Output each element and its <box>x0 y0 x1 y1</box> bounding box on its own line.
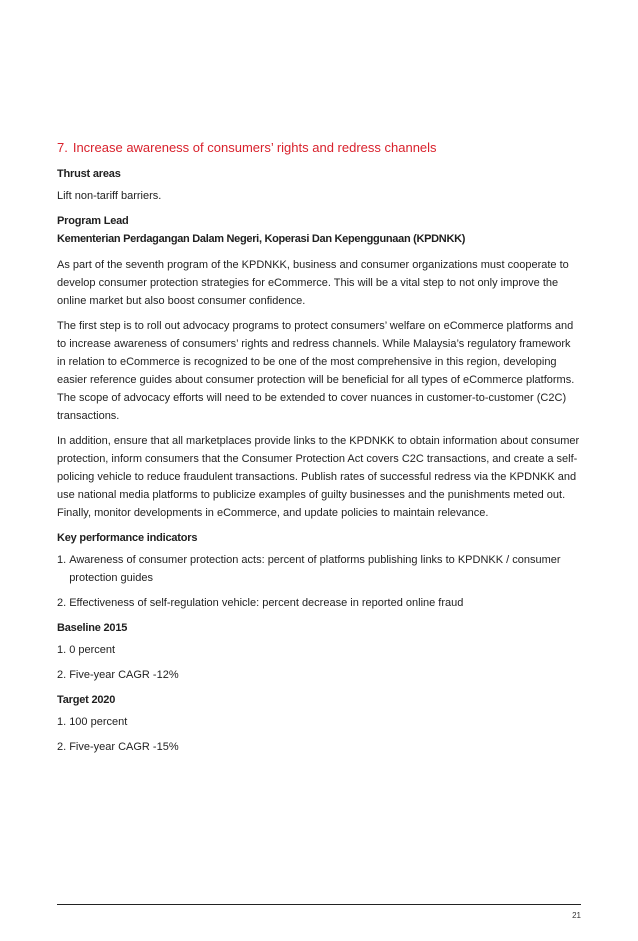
kpi-item <box>57 594 581 612</box>
list-text: Awareness of consumer protection acts: percent of platforms publishing links to KPDNKK / consumer protection guides <box>69 554 561 584</box>
paragraph: In addition, ensure that all marketplaces provide links to the KPDNKK to obtain information about consumer protection, inform consumers that the Consumer Protection Act covers C2C transactions, and create a self-policing vehicle to reduce fraudulent transactions. Publish rates of successful redress via the KPDNKK and use national media platforms to publicize examples of guilty businesses and the punishments meted out. Finally, monitor developments in eCommerce, and update policies to maintain relevance. <box>57 435 580 519</box>
thrust-text: Lift non-tariff barriers. <box>57 190 162 202</box>
program-lead-heading: Program Lead <box>57 215 129 227</box>
list-text: Effectiveness of self-regulation vehicle: percent decrease in reported online fraud <box>69 597 464 609</box>
paragraph: The first step is to roll out advocacy programs to protect consumers’ welfare on eCommerce platforms and to increase awareness of consumers’ rights and redress channels. While Malaysia’s regulatory framework in relation to eCommerce is recognized to be one of the most comprehensive in this region, developing easier reference guides about consumer protection will be beneficial for all types of eCommerce platforms. The scope of advocacy efforts will need to be extended to cover nuances in customer-to-customer (C2C) transactions. <box>57 320 575 422</box>
page-number: 21 <box>572 911 581 920</box>
baseline-item <box>57 666 581 684</box>
list-number: 1. <box>57 716 67 728</box>
list-number: 1. <box>57 554 67 566</box>
section-title: Increase awareness of consumers’ rights and redress channels <box>72 140 437 155</box>
target-heading: Target 2020 <box>57 694 116 706</box>
target-item <box>57 738 581 756</box>
footer-divider <box>57 904 581 905</box>
section-heading <box>57 140 437 155</box>
list-number: 1. <box>57 644 67 656</box>
thrust-heading: Thrust areas <box>57 168 121 180</box>
program-lead-name: Kementerian Perdagangan Dalam Negeri, Koperasi Dan Kepenggunaan (KPDNKK) <box>57 233 466 245</box>
target-item <box>57 713 581 731</box>
baseline-heading: Baseline 2015 <box>57 622 128 634</box>
paragraph: As part of the seventh program of the KPDNKK, business and consumer organizations must cooperate to develop consumer protection strategies for eCommerce. This will be a vital step to not only improve the online market but also boost consumer confidence. <box>57 259 569 307</box>
content-body <box>57 165 581 763</box>
list-text: 100 percent <box>69 716 128 728</box>
list-text: 0 percent <box>69 644 116 656</box>
kpi-heading: Key performance indicators <box>57 532 198 544</box>
list-number: 2. <box>57 741 67 753</box>
kpi-item <box>57 551 581 587</box>
section-number: 7. <box>57 140 68 155</box>
list-text: Five-year CAGR -12% <box>69 669 179 681</box>
list-number: 2. <box>57 597 67 609</box>
list-text: Five-year CAGR -15% <box>69 741 179 753</box>
list-number: 2. <box>57 669 67 681</box>
baseline-item <box>57 641 581 659</box>
